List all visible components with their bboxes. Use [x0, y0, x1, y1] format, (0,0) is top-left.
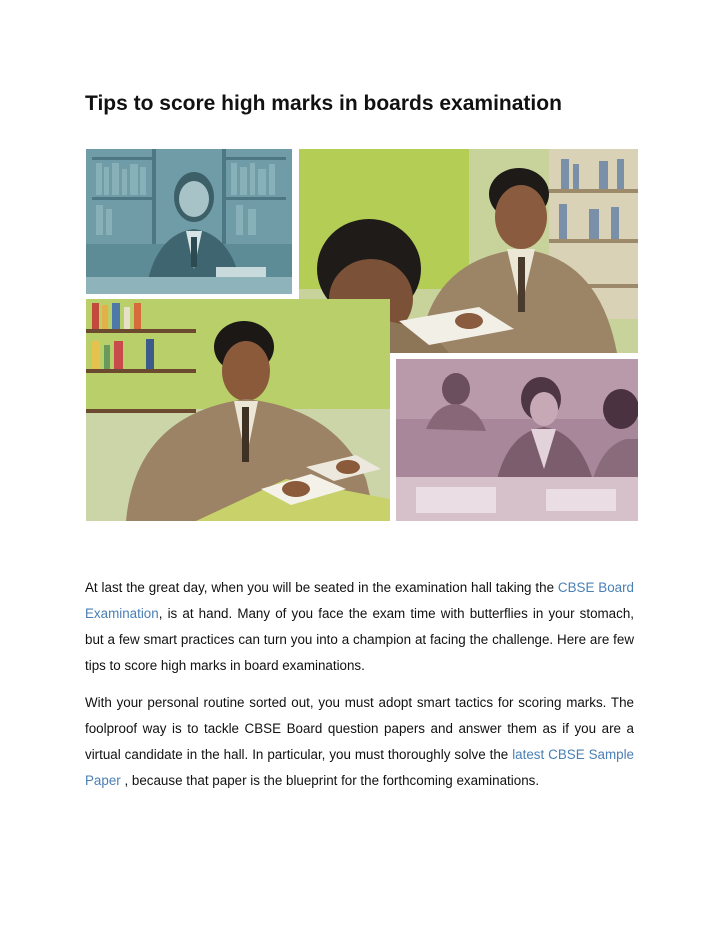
photo-boy-studying-desk — [86, 299, 390, 521]
tactics-text-end: , because that paper is the blueprint for the forthcoming examinations. — [120, 773, 540, 788]
intro-text-start: At last the great day, when you will be seated in the examination hall taking the — [85, 580, 558, 595]
students-photo-collage — [86, 149, 638, 521]
tactics-text-start: With your personal routine sorted out, you must adopt smart tactics for scoring marks. The foolproof way is to tackle CBSE Board question papers and answer them as if you are a virtual candidate in the hall. In particular, you must thoroughly solve the — [85, 695, 634, 762]
photo-girl-in-library — [86, 149, 292, 294]
latest-cbse-sample-paper-link[interactable]: latest CBSE Sample Paper — [85, 747, 634, 788]
intro-paragraph — [85, 575, 634, 679]
page-title: Tips to score high marks in boards examination — [85, 92, 562, 115]
cbse-board-examination-link[interactable]: CBSE Board Examination — [85, 580, 634, 621]
intro-text-end: , is at hand. Many of you face the exam time with butterflies in your stomach, but a few smart practices can turn you into a champion at facing the challenge. Here are few tips to score high marks in board examinations. — [85, 606, 634, 673]
photo-students-writing-exam — [396, 359, 638, 521]
tactics-paragraph — [85, 690, 634, 794]
